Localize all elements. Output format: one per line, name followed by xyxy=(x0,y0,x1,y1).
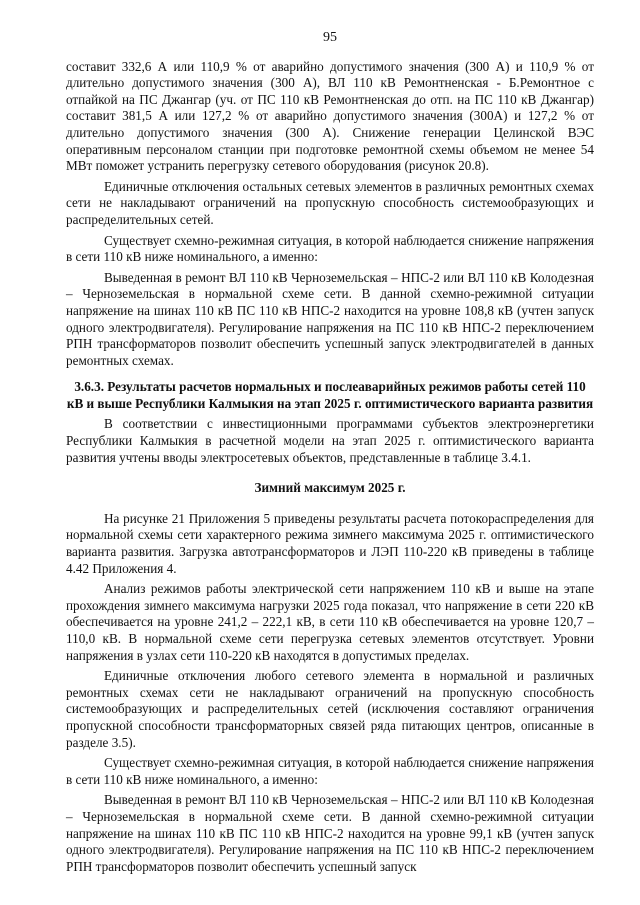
paragraph-voltage-drop-intro-winter: Существует схемно-режимная ситуация, в которой наблюдается снижение напряжения в сети 110 кВ ниже номинального, а именно: xyxy=(66,755,594,787)
paragraph-section-intro: В соответствии с инвестиционными программами субъектов электроэнергетики Республики Калмыкия в расчетной модели на этап 2025 г. оптимистического варианта развития учтены вводы электросетевых объектов, представленные в таблице 3.4.1. xyxy=(66,416,594,465)
paragraph-figure-reference: На рисунке 21 Приложения 5 приведены результаты расчета потокораспределения для нормальной схемы сети характерного режима зимнего максимума 2025 г. оптимистического варианта развития. Загрузка автотрансформаторов и ЛЭП 110-220 кВ приведены в таблице 4.42 Приложения 4. xyxy=(66,510,594,576)
paragraph-mode-analysis: Анализ режимов работы электрической сети напряжением 110 кВ и выше на этапе прохождения зимнего максимума нагрузки 2025 года показал, что напряжение в сети 220 кВ обеспечивается на уровне 241,2 – 222,1 кВ, в сети 110 кВ обеспечивается на уровне 120,7 – 110,0 кВ. В нормальной схеме сети перегрузка сетевых элементов отсутствует. Уровни напряжения в узлах сети 110-220 кВ находятся в допустимых пределах. xyxy=(66,581,594,663)
paragraph-single-outages: Единичные отключения остальных сетевых элементов в различных ремонтных схемах сети не накладывают ограничений на пропускную способность системообразующих и распределительных сетей. xyxy=(66,178,594,227)
section-heading: 3.6.3. Результаты расчетов нормальных и послеаварийных режимов работы сетей 110 кВ и выше Республики Калмыкия на этап 2025 г. оптимистического варианта развития xyxy=(66,379,594,411)
paragraph-overload-continuation: составит 332,6 А или 110,9 % от аварийно допустимого значения (300 А) и 110,9 % от длительно допустимого значения (300 А), ВЛ 110 кВ Ремонтненская - Б.Ремонтное с отпайкой на ПС Джангар (уч. от ПС 110 кВ Ремонтненская до отп. на ПС 110 кВ Джангар) составит 381,5 А или 127,2 % от аварийно допустимого значения (300А) и 127,2 % от длительно допустимого значения (300 А). Снижение генерации Целинской ВЭС оперативным персоналом станции при подготовке ремонтной схемы объемом не менее 54 МВт поможет устранить перегрузку сетевого оборудования (рисунок 20.8). xyxy=(66,58,594,174)
subheading-winter-max: Зимний максимум 2025 г. xyxy=(254,480,406,496)
paragraph-voltage-drop-intro: Существует схемно-режимная ситуация, в которой наблюдается снижение напряжения в сети 110 кВ ниже номинального, а именно: xyxy=(66,232,594,265)
document-page xyxy=(66,30,594,879)
paragraph-repair-scenario-winter: Выведенная в ремонт ВЛ 110 кВ Черноземельская – НПС-2 или ВЛ 110 кВ Колодезная – Черноземельская в нормальной схеме сети. В данной схемно-режимной ситуации напряжение на шинах 110 кВ ПС 110 кВ НПС-2 находится на уровне 99,1 кВ (учтен запуск одного электродвигателя). Регулирование напряжения на ПС 110 кВ НПС-2 переключением РПН трансформаторов позволит обеспечить успешный запуск xyxy=(66,792,594,874)
page-number: 95 xyxy=(323,30,337,45)
paragraph-single-outages-winter: Единичные отключения любого сетевого элемента в нормальной и различных ремонтных схемах сети не накладывают ограничений на пропускную способность системообразующих и распределительных сетей (исключения составляют ограничения пропускной способности трансформаторных связей ряда питающих центров, описанные в разделе 3.5). xyxy=(66,668,594,750)
paragraph-repair-scenario: Выведенная в ремонт ВЛ 110 кВ Черноземельская – НПС-2 или ВЛ 110 кВ Колодезная – Черноземельская в нормальной схеме сети. В данной схемно-режимной ситуации напряжение на шинах 110 кВ ПС 110 кВ НПС-2 находится на уровне 108,8 кВ (учтен запуск одного электродвигателя). Регулирование напряжения на ПС 110 кВ НПС-2 переключением РПН трансформаторов позволит обеспечить успешный запуск электродвигателей в данных ремонтных схемах. xyxy=(66,269,594,368)
